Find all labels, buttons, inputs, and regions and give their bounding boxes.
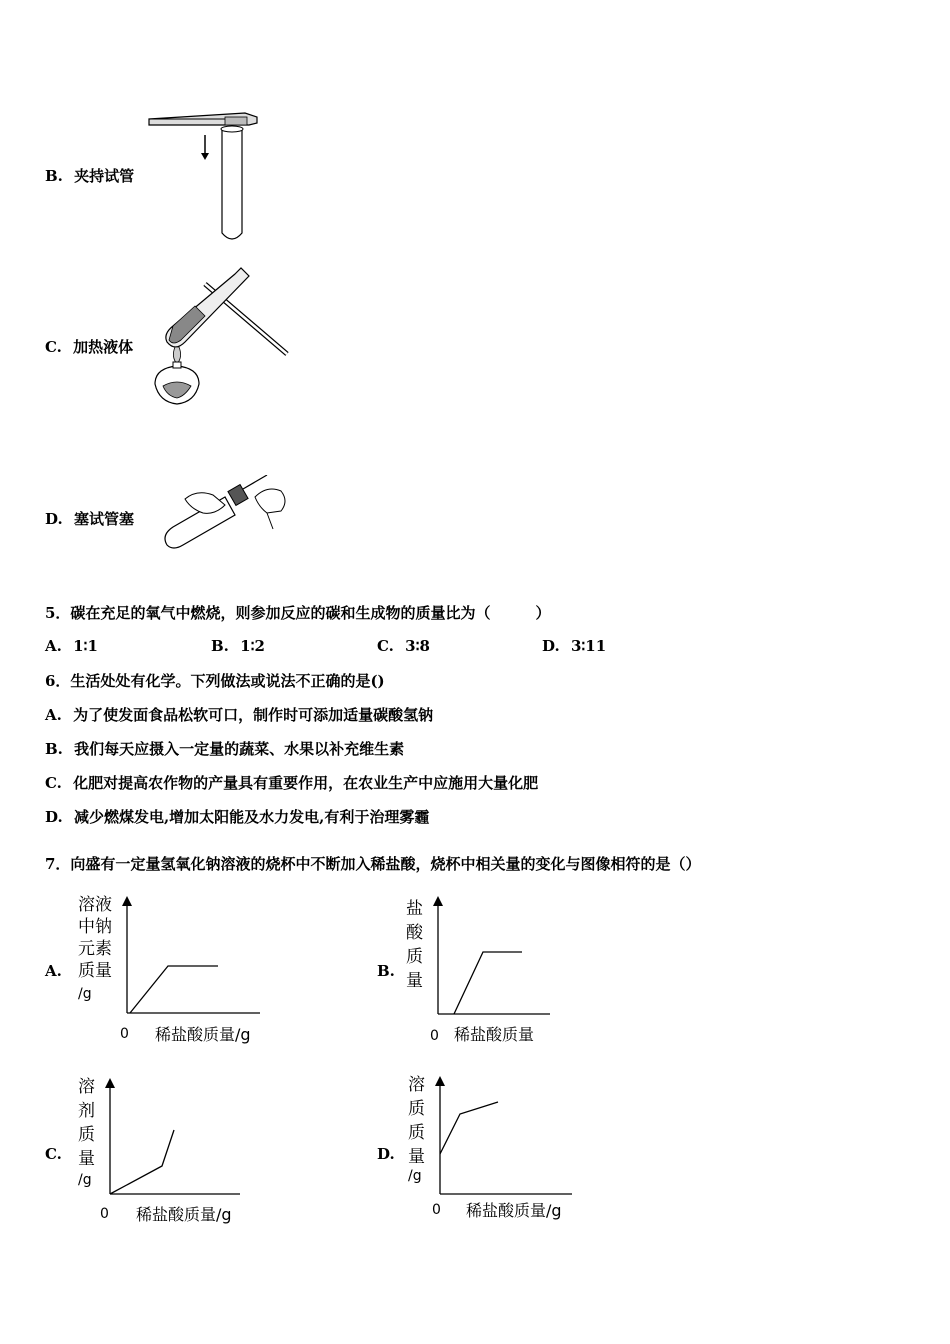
q7-option-b-letter[interactable]: B. bbox=[377, 962, 395, 980]
option-letter: B. bbox=[45, 740, 63, 758]
xlabel: 稀盐酸质量/g bbox=[136, 1205, 232, 1224]
ylabel-line: 质 bbox=[406, 947, 423, 967]
option-text: 为了使发面食品松软可口，制作时可添加适量碳酸氢钠 bbox=[73, 706, 434, 724]
ylabel-line: 质 bbox=[78, 1125, 95, 1145]
q7-chart-d bbox=[400, 1068, 580, 1228]
q7-option-a-letter[interactable]: A. bbox=[45, 962, 62, 980]
q7-stem: 7．向盛有一定量氢氧化钠溶液的烧杯中不断加入稀盐酸，烧杯中相关量的变化与图像相符的是（） bbox=[45, 855, 701, 873]
option-text: 减少燃煤发电,增加太阳能及水力发电,有利于治理雾霾 bbox=[73, 808, 430, 826]
option-c-prev[interactable] bbox=[45, 336, 133, 357]
q6-option-c[interactable] bbox=[45, 773, 538, 793]
curve-c bbox=[110, 1130, 174, 1194]
q5-option-d[interactable] bbox=[542, 637, 606, 655]
option-text: 1∶2 bbox=[240, 637, 265, 655]
option-letter: D. bbox=[45, 510, 63, 528]
ylabel-line: 量 bbox=[78, 1149, 95, 1169]
option-letter: A. bbox=[45, 706, 62, 724]
ylabel-line: 质 bbox=[408, 1123, 425, 1143]
y-axis-arrow bbox=[105, 1078, 115, 1088]
heating-liquid-illustration bbox=[145, 262, 295, 412]
option-text: 3∶8 bbox=[405, 637, 430, 655]
curve-b bbox=[454, 952, 522, 1014]
q6-option-a[interactable] bbox=[45, 705, 433, 725]
q6-option-d[interactable] bbox=[45, 807, 429, 827]
option-text: 夹持试管 bbox=[74, 167, 135, 185]
ylabel-line: 溶 bbox=[408, 1075, 425, 1095]
ylabel-line: 中钠 bbox=[78, 917, 112, 937]
y-axis-arrow bbox=[435, 1076, 445, 1086]
q7-chart-a bbox=[70, 888, 270, 1048]
xlabel: 稀盐酸质量/g bbox=[466, 1201, 562, 1220]
option-letter: B. bbox=[45, 167, 63, 185]
ylabel-line: 盐 bbox=[406, 899, 423, 919]
q5-stem: 5．碳在充足的氧气中燃烧，则参加反应的碳和生成物的质量比为（ ） bbox=[45, 604, 551, 622]
origin-label: 0 bbox=[100, 1206, 109, 1222]
inserting-stopper-illustration bbox=[155, 475, 295, 555]
q5-option-a[interactable] bbox=[45, 637, 98, 655]
ylabel-line: 量 bbox=[408, 1147, 425, 1167]
ylabel-line: 酸 bbox=[406, 923, 423, 943]
y-axis-arrow bbox=[122, 896, 132, 906]
option-letter: B. bbox=[211, 637, 229, 655]
q5-option-c[interactable] bbox=[377, 637, 430, 655]
q7-option-c-letter[interactable]: C. bbox=[45, 1145, 62, 1163]
option-text: 3∶11 bbox=[570, 637, 607, 655]
option-letter: D. bbox=[45, 808, 63, 826]
origin-label: 0 bbox=[430, 1028, 439, 1044]
q7-chart-b bbox=[400, 888, 560, 1048]
q6-option-b[interactable] bbox=[45, 739, 404, 759]
option-text: 塞试管塞 bbox=[73, 510, 134, 528]
origin-label: 0 bbox=[432, 1202, 441, 1218]
option-text: 加热液体 bbox=[73, 338, 134, 356]
option-b-prev[interactable] bbox=[45, 165, 134, 186]
option-text: 我们每天应摄入一定量的蔬菜、水果以补充维生素 bbox=[74, 740, 405, 758]
q7-chart-c bbox=[70, 1068, 250, 1228]
test-tube-holder-illustration bbox=[145, 105, 265, 245]
curve-a bbox=[130, 966, 218, 1013]
option-letter: A. bbox=[45, 637, 62, 655]
y-axis-arrow bbox=[433, 896, 443, 906]
ylabel-line: 元素 bbox=[78, 939, 112, 959]
xlabel: 稀盐酸质量/g bbox=[155, 1025, 251, 1044]
option-letter: C. bbox=[377, 637, 394, 655]
ylabel-line: 溶 bbox=[78, 1077, 95, 1097]
ylabel-line: 溶液 bbox=[78, 895, 112, 915]
option-d-prev[interactable] bbox=[45, 508, 134, 529]
option-letter: D. bbox=[542, 637, 560, 655]
origin-label: 0 bbox=[120, 1026, 129, 1042]
ylabel-line: /g bbox=[78, 986, 92, 1002]
xlabel: 稀盐酸质量 bbox=[454, 1025, 535, 1044]
q5-option-b[interactable] bbox=[211, 637, 265, 655]
ylabel-line: /g bbox=[408, 1168, 422, 1184]
ylabel-line: /g bbox=[78, 1172, 92, 1188]
ylabel-line: 量 bbox=[406, 971, 423, 991]
ylabel-line: 质量 bbox=[78, 961, 112, 981]
q7-option-d-letter[interactable]: D. bbox=[377, 1145, 395, 1163]
option-text: 化肥对提高农作物的产量具有重要作用，在农业生产中应施用大量化肥 bbox=[73, 774, 539, 792]
ylabel-line: 质 bbox=[408, 1099, 425, 1119]
option-text: 1∶1 bbox=[73, 637, 98, 655]
q6-stem: 6．生活处处有化学。下列做法或说法不正确的是() bbox=[45, 672, 385, 690]
option-letter: C. bbox=[45, 774, 62, 792]
option-letter: C. bbox=[45, 338, 62, 356]
ylabel-line: 剂 bbox=[78, 1101, 95, 1121]
curve-d bbox=[440, 1102, 498, 1154]
